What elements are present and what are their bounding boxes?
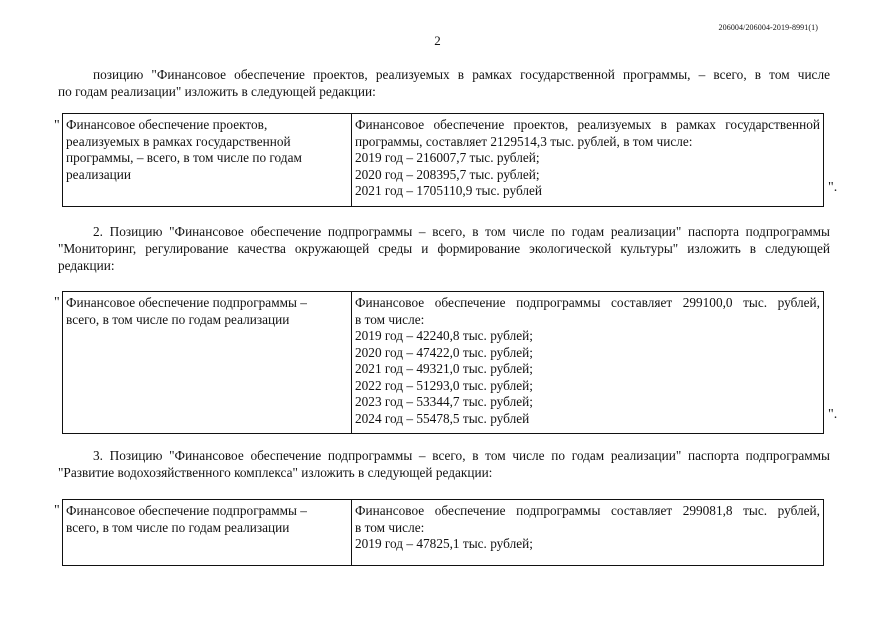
- table1-quote-open: ": [54, 118, 60, 133]
- table1-year-line: 2020 год – 208395,7 тыс. рублей;: [355, 166, 540, 182]
- table1-left-cell: [63, 114, 352, 207]
- table3-left-line: Финансовое обеспечение подпрограммы –: [66, 503, 307, 518]
- table3-left-line: всего, в том числе по годам реализации: [66, 519, 290, 535]
- table-water-financing: [62, 499, 824, 566]
- table2-year-line: 2023 год – 53344,7 тыс. рублей;: [355, 394, 533, 409]
- table1-quote-close: ".: [828, 180, 838, 195]
- table3-right-line: в том числе:: [355, 519, 425, 535]
- table2-right-line: Финансовое обеспечение подпрограммы составляет 299100,0 тыс. рублей,: [355, 295, 820, 310]
- table-row: [63, 114, 824, 207]
- table1-left-line: реализации: [66, 166, 131, 182]
- table1-left-line: программы, – всего, в том числе по годам: [66, 150, 302, 165]
- table2-year-line: 2021 год – 49321,0 тыс. рублей;: [355, 361, 533, 376]
- table1-year-line: 2021 год – 1705110,9 тыс. рублей: [355, 183, 543, 198]
- table2-left-cell: [63, 292, 352, 434]
- paragraph-2: [58, 223, 830, 274]
- para3-line-2: "Развитие водохозяйственного комплекса" изложить в следующей редакции:: [58, 465, 493, 480]
- paragraph-3: [58, 447, 830, 481]
- table3-left-cell: [63, 500, 352, 566]
- page-number: 2: [434, 33, 441, 48]
- table2-left-line: Финансовое обеспечение подпрограммы –: [66, 295, 307, 310]
- table2-year-line: 2022 год – 51293,0 тыс. рублей;: [355, 377, 533, 393]
- table1-right-line: Финансовое обеспечение проектов, реализуемых в рамках государственной: [355, 117, 820, 132]
- para2-line-1: 2. Позицию "Финансовое обеспечение подпрограммы – всего, в том числе по годам реализации" паспорта подпрограммы: [93, 224, 830, 239]
- table3-quote-open: ": [54, 503, 60, 518]
- intro-paragraph: [58, 66, 830, 100]
- table1-year-line: 2019 год – 216007,7 тыс. рублей;: [355, 150, 540, 165]
- para2-line-2: "Мониторинг, регулирование качества окружающей среды и формирование экологической культуры" изложить в следующей: [58, 241, 830, 256]
- table2-left-line: всего, в том числе по годам реализации: [66, 311, 290, 327]
- document-id: 206004/206004-2019-8991(1): [718, 23, 818, 32]
- table2-right-cell: [352, 292, 824, 434]
- table1-left-line: реализуемых в рамках государственной: [66, 133, 291, 149]
- table2-year-line: 2020 год – 47422,0 тыс. рублей;: [355, 344, 533, 360]
- table1-right-cell: [352, 114, 824, 207]
- table3-year-line: 2019 год – 47825,1 тыс. рублей;: [355, 536, 533, 551]
- table2-year-line: 2024 год – 55478,5 тыс. рублей: [355, 410, 530, 426]
- intro-line-1: позицию "Финансовое обеспечение проектов, реализуемых в рамках государственной программы, – всего, в том числе: [93, 67, 830, 82]
- table-row: [63, 292, 824, 434]
- table3-right-line: Финансовое обеспечение подпрограммы составляет 299081,8 тыс. рублей,: [355, 503, 820, 518]
- table2-quote-close: ".: [828, 407, 838, 422]
- table1-left-line: Финансовое обеспечение проектов,: [66, 117, 268, 132]
- table3-right-cell: [352, 500, 824, 566]
- table-projects-financing: [62, 113, 824, 207]
- table-monitoring-financing: [62, 291, 824, 434]
- para2-line-3: редакции:: [58, 258, 115, 273]
- intro-line-2: по годам реализации" изложить в следующей редакции:: [58, 84, 376, 99]
- table1-right-line: программы, составляет 2129514,3 тыс. рублей, в том числе:: [355, 133, 693, 149]
- table-row: [63, 500, 824, 566]
- para3-line-1: 3. Позицию "Финансовое обеспечение подпрограммы – всего, в том числе по годам реализации" паспорта подпрограммы: [93, 448, 830, 463]
- table2-right-line: в том числе:: [355, 311, 425, 327]
- table2-year-line: 2019 год – 42240,8 тыс. рублей;: [355, 328, 533, 343]
- table2-quote-open: ": [54, 295, 60, 310]
